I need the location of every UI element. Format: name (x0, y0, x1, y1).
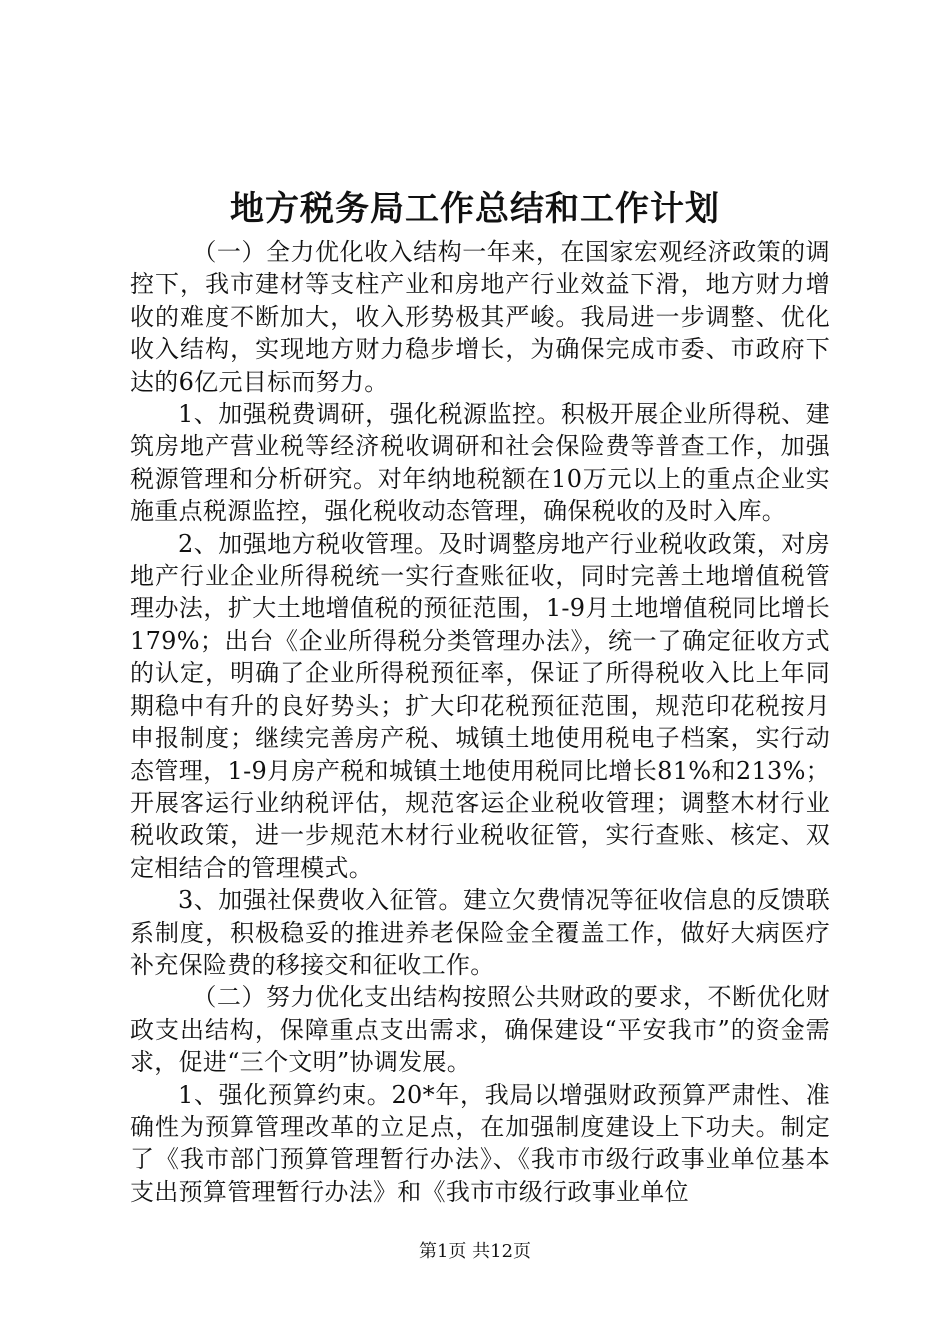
paragraph-budget-constraint: 1、强化预算约束。20*年，我局以增强财政预算严肃性、准确性为预算管理改革的立足点，在加强制度建设上下功夫。制定了《我市部门预算管理暂行办法》、《我市市级行政事业单位基本支出预算管理暂行办法》和《我市市级行政事业单位 (130, 1080, 830, 1206)
page-number-footer: 第1页 共12页 (418, 1241, 532, 1262)
document-title: 地方税务局工作总结和工作计划 (230, 189, 720, 229)
paragraph-expenditure-structure: （二）努力优化支出结构按照公共财政的要求，不断优化财政支出结构，保障重点支出需求，确保建设“平安我市”的资金需求，促进“三个文明”协调发展。 (130, 983, 830, 1077)
paragraph-income-structure: （一）全力优化收入结构一年来，在国家宏观经济政策的调控下，我市建材等支柱产业和房地产行业效益下滑，地方财力增收的难度不断加大，收入形势极其严峻。我局进一步调整、优化收入结构，实现地方财力稳步增长，为确保完成市委、市政府下达的6亿元目标而努力。 (130, 238, 830, 396)
paragraph-tax-research: 1、加强税费调研，强化税源监控。积极开展企业所得税、建筑房地产营业税等经济税收调研和社会保险费等普查工作，加强税源管理和分析研究。对年纳地税额在10万元以上的重点企业实施重点税源监控，强化税收动态管理，确保税收的及时入库。 (130, 400, 830, 526)
paragraph-local-tax-management: 2、加强地方税收管理。及时调整房地产行业税收政策，对房地产行业企业所得税统一实行查账征收，同时完善土地增值税管理办法，扩大土地增值税的预征范围，1-9月土地增值税同比增长179%；出台《企业所得税分类管理办法》，统一了确定征收方式的认定，明确了企业所得税预征率，保证了所得税收入比上年同期稳中有升的良好势头；扩大印花税预征范围，规范印花税按月申报制度；继续完善房产税、城镇土地使用税电子档案，实行动态管理，1-9月房产税和城镇土地使用税同比增长81%和213%；开展客运行业纳税评估，规范客运企业税收管理；调整木材行业税收政策，进一步规范木材行业税收征管，实行查账、核定、双定相结合的管理模式。 (130, 529, 830, 882)
paragraph-social-security-fees: 3、加强社保费收入征管。建立欠费情况等征收信息的反馈联系制度，积极稳妥的推进养老保险金全覆盖工作，做好大病医疗补充保险费的移接交和征收工作。 (130, 886, 830, 979)
document-body (130, 236, 830, 1208)
